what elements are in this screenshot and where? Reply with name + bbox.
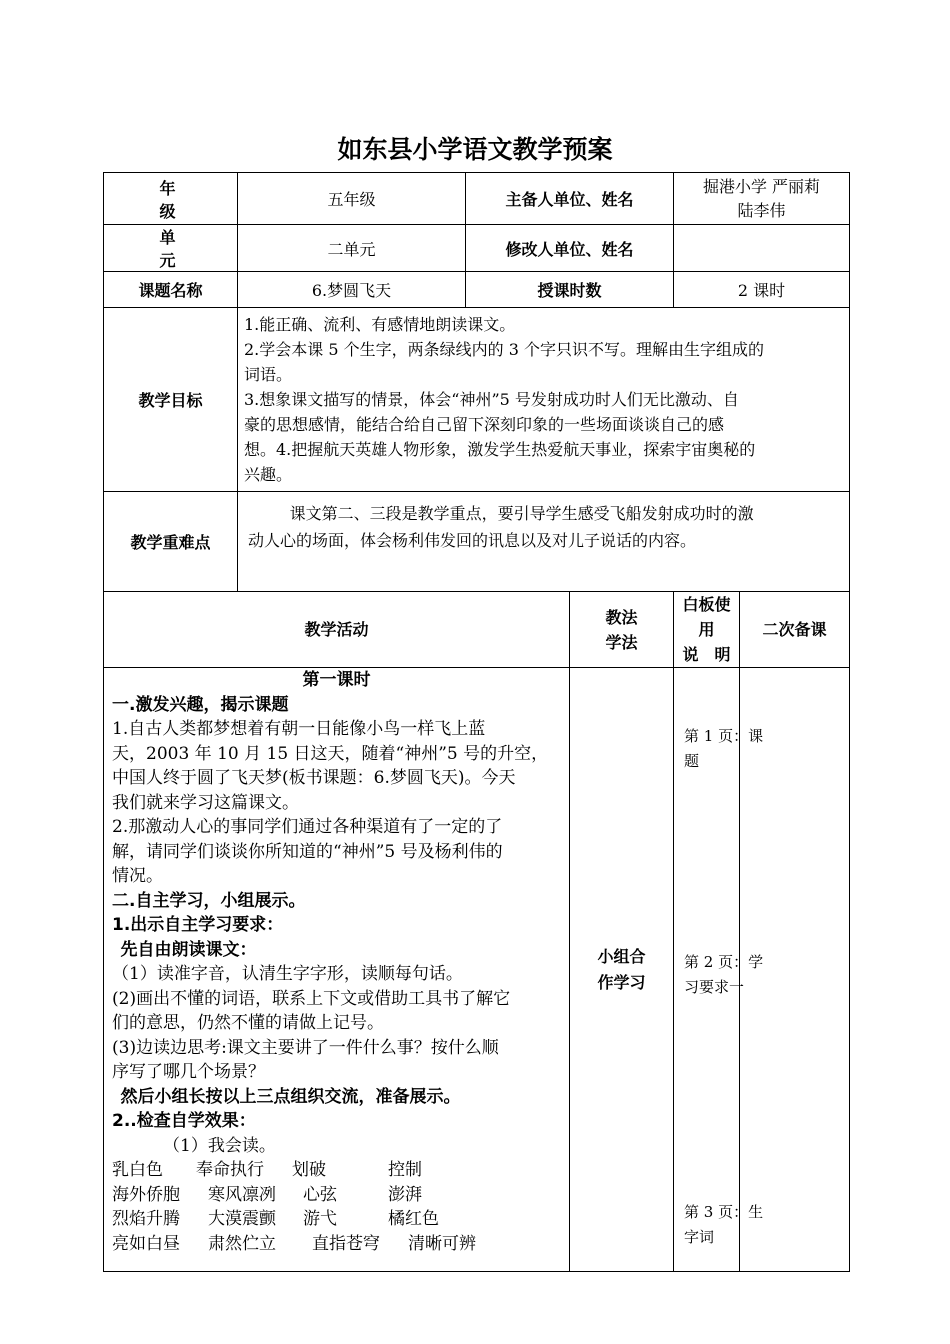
grade-label: 年 级: [104, 173, 238, 225]
board-note-line1: 第 1 页：课: [684, 727, 764, 745]
board-header-line2: 说 明: [682, 645, 731, 664]
word: 橘红色: [388, 1209, 439, 1229]
info-row-grade: [104, 173, 850, 225]
lesson-line: 情况。: [112, 866, 163, 886]
word: 亮如白昼: [112, 1233, 180, 1254]
lesson-content: [104, 668, 570, 1272]
requirement-line: 序写了哪几个场景？: [112, 1062, 265, 1082]
word: 控制: [388, 1160, 422, 1180]
info-row-unit: [104, 225, 850, 272]
reviser-value: [674, 225, 850, 272]
board-note-line2: 题: [684, 752, 700, 770]
board-notes: [674, 668, 764, 1272]
word-row: [112, 1183, 561, 1208]
period-title: 第一课时: [302, 670, 371, 690]
lesson-line: 我们就来学习这篇课文。: [112, 792, 299, 813]
lesson-row: [104, 668, 850, 1272]
word: 乳白色: [112, 1160, 163, 1180]
word-row: [112, 1232, 561, 1257]
hours-label: 授课时数: [466, 272, 674, 308]
goal-line: 想。4.把握航天英雄人物形象，激发学生热爱航天事业，探索宇宙奥秘的: [244, 440, 756, 459]
board-note-line1: 第 2 页：学: [684, 953, 764, 971]
method-header-line2: 学法: [605, 632, 638, 652]
requirement-line: 们的意思，仍然不懂的请做上记号。: [112, 1013, 384, 1033]
main-author-line2: 陆李伟: [737, 200, 786, 220]
word: 心弦: [303, 1184, 337, 1205]
unit-value: 二单元: [238, 225, 466, 272]
word: 直指苍穹: [312, 1233, 380, 1254]
lesson-line: 天，2003 年 10 月 15 日这天，随着“神州”5 号的升空，: [112, 743, 549, 764]
word: 海外侨胞: [112, 1184, 180, 1205]
board-note: [684, 1200, 768, 1250]
requirement-line: （1）读准字音，认清生字字形，读顺每句话。: [112, 964, 463, 984]
difficulty-row: [104, 492, 850, 592]
method-note-line2: 作学习: [597, 972, 646, 992]
requirement-line: (3)边读边思考:课文主要讲了一件什么事？按什么顺: [112, 1037, 499, 1058]
difficulty-line1: 课文第二、三段是教学重点，要引导学生感受飞船发射成功时的激: [289, 504, 754, 523]
difficulty-line2: 动人心的场面，体会杨利伟发回的讯息以及对儿子说话的内容。: [248, 531, 697, 550]
board-header: [674, 592, 740, 668]
section1-title: 一.激发兴趣，揭示课题: [112, 694, 289, 715]
difficulty-label: 教学重难点: [104, 492, 238, 592]
word-row: [112, 1207, 561, 1232]
word: 清晰可辨: [408, 1233, 476, 1254]
goal-line: 3.想象课文描写的情景，体会“神州”5 号发射成功时人们无比激动、自: [244, 390, 739, 409]
topic-value: 6.梦圆飞天: [238, 272, 466, 308]
word: 寒风凛冽: [208, 1184, 276, 1205]
grade-value: 五年级: [238, 173, 466, 225]
check-title: 2..检查自学效果：: [112, 1111, 256, 1131]
method-note: [570, 668, 674, 1272]
board-note: [684, 724, 768, 774]
requirements-title: 1.出示自主学习要求：: [112, 915, 284, 935]
requirement-line: (2)画出不懂的词语，联系上下文或借助工具书了解它: [112, 988, 511, 1009]
word: 澎湃: [388, 1184, 422, 1205]
board-header-line1: 白板使用: [682, 595, 731, 639]
difficulty-content: [238, 492, 850, 592]
lesson-plan-table: [103, 172, 850, 1272]
lesson-line: 中国人终于圆了飞天梦(板书课题：6.梦圆飞天)。今天: [112, 768, 516, 788]
goal-line: 词语。: [244, 365, 293, 384]
activity-header-row: [104, 592, 850, 668]
word: 游弋: [303, 1209, 337, 1229]
reviser-label: 修改人单位、姓名: [466, 225, 674, 272]
second-prep-header: 二次备课: [740, 592, 850, 668]
goals-content: [238, 308, 850, 492]
info-row-topic: [104, 272, 850, 308]
method-header: [570, 592, 674, 668]
word: 奉命执行: [196, 1160, 264, 1180]
board-note-line2: 字词: [684, 1228, 715, 1246]
word: 大漠震颤: [208, 1209, 276, 1229]
board-note-line1: 第 3 页：生: [684, 1203, 764, 1221]
section2-title: 二.自主学习，小组展示。: [112, 890, 306, 911]
lesson-line: 1.自古人类都梦想着有朝一日能像小鸟一样飞上蓝: [112, 719, 486, 739]
word-row: [112, 1158, 561, 1183]
method-note-line1: 小组合: [597, 946, 646, 966]
topic-label: 课题名称: [104, 272, 238, 308]
goal-line: 1.能正确、流利、有感情地朗读课文。: [244, 315, 516, 334]
board-note: [684, 950, 768, 1000]
goals-row: [104, 308, 850, 492]
then-group: 然后小组长按以上三点组织交流，准备展示。: [120, 1086, 461, 1107]
board-note-line2: 习要求一: [684, 978, 745, 996]
goal-line: 2.学会本课 5 个生字，两条绿线内的 3 个字只识不写。理解由生字组成的: [244, 340, 764, 359]
word: 肃然伫立: [208, 1233, 276, 1254]
activity-header: 教学活动: [104, 592, 570, 668]
read-first: 先自由朗读课文：: [120, 939, 257, 960]
word: 划破: [292, 1160, 326, 1180]
method-header-line1: 教法: [605, 607, 638, 627]
word: 烈焰升腾: [112, 1209, 180, 1229]
unit-label: 单 元: [104, 225, 238, 272]
lesson-line: 2.那激动人心的事同学们通过各种渠道有了一定的了: [112, 817, 503, 837]
goals-label: 教学目标: [104, 308, 238, 492]
main-author-label: 主备人单位、姓名: [466, 173, 674, 225]
i-can-read: （1）我会读。: [163, 1135, 276, 1156]
hours-value: 2 课时: [674, 272, 850, 308]
goal-line: 兴趣。: [244, 465, 293, 484]
lesson-line: 解，请同学们谈谈你所知道的“神州”5 号及杨利伟的: [112, 841, 503, 862]
main-author-line1: 掘港小学 严丽莉: [702, 176, 821, 196]
main-author-value: [674, 173, 850, 225]
document-title: 如东县小学语文教学预案: [337, 135, 613, 164]
goal-line: 豪的思想感情，能结合给自己留下深刻印象的一些场面谈谈自己的感: [244, 415, 725, 434]
